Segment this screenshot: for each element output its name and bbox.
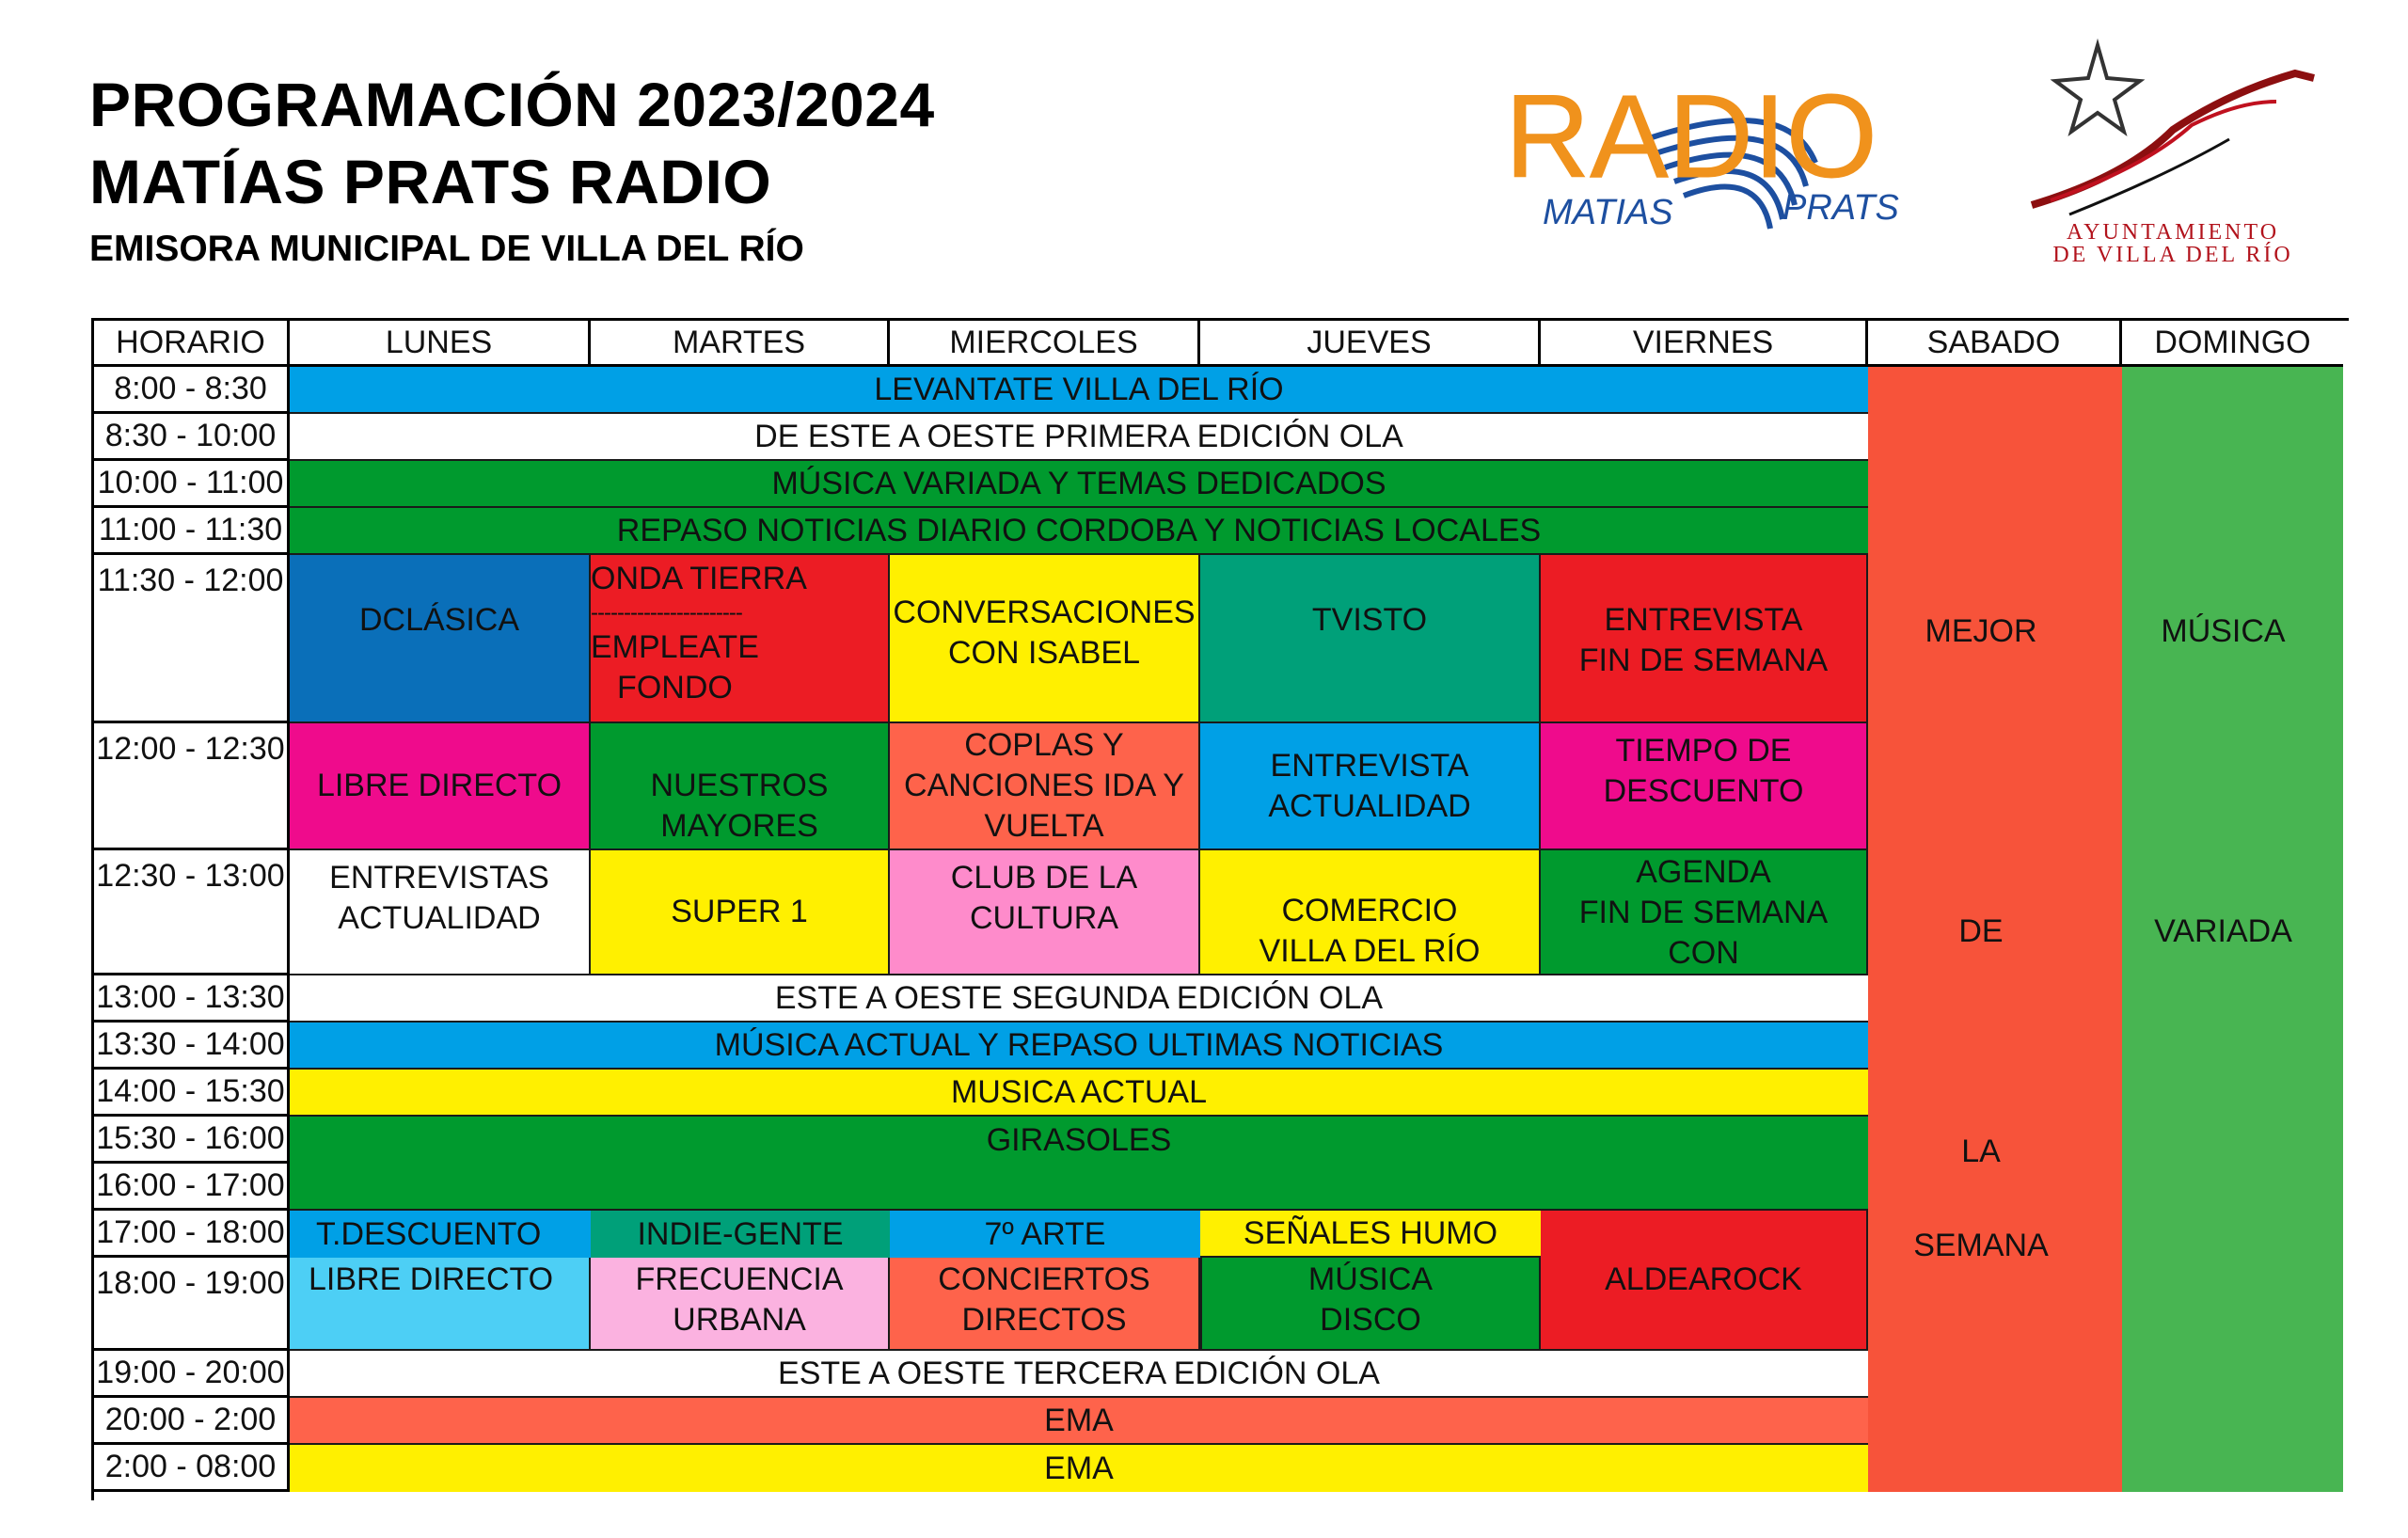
- time-slot: 11:00 - 11:30: [94, 508, 290, 555]
- program-musica-variada: MÚSICA VARIADA Y TEMAS DEDICADOS: [290, 461, 1868, 508]
- sabado-word: SEMANA: [1913, 1228, 2049, 1263]
- schedule-table: [91, 318, 2349, 1500]
- header-sabado: SABADO: [1868, 321, 2122, 367]
- time-slot: 14:00 - 15:30: [94, 1070, 290, 1117]
- ayuntamiento-logo-line1: AYUNTAMIENTO: [2066, 220, 2280, 245]
- program-ema-madrugada: EMA: [290, 1445, 1868, 1492]
- page-title: PROGRAMACIÓN 2023/2024: [89, 70, 935, 139]
- program-musica-actual: MUSICA ACTUAL: [290, 1070, 1868, 1117]
- program-libre-directo-tarde: LIBRE DIRECTO: [290, 1258, 591, 1351]
- program-musica-disco: MÚSICA DISCO: [1200, 1258, 1541, 1351]
- header-viernes: VIERNES: [1541, 321, 1868, 367]
- time-slot: 16:00 - 17:00: [94, 1164, 290, 1211]
- time-slot: 2:00 - 08:00: [94, 1445, 290, 1492]
- page-header: [89, 66, 935, 273]
- program-comercio: COMERCIO VILLA DEL RÍO: [1200, 850, 1541, 975]
- program-tiempo-descuento: TIEMPO DE DESCUENTO: [1541, 723, 1868, 850]
- header-domingo: DOMINGO: [2122, 321, 2343, 367]
- program-girasoles: GIRASOLES: [290, 1117, 1868, 1211]
- program-senales-humo: SEÑALES HUMO: [1200, 1211, 1541, 1258]
- time-slot: 15:30 - 16:00: [94, 1117, 290, 1164]
- time-slot: 19:00 - 20:00: [94, 1351, 290, 1398]
- radio-logo-name-right: PRATS: [1782, 188, 1899, 228]
- radio-logo: [1505, 73, 1975, 252]
- header-horario: HORARIO: [94, 321, 290, 367]
- time-slot: 13:00 - 13:30: [94, 975, 290, 1023]
- program-tvisto: TVISTO: [1200, 555, 1541, 723]
- header-martes: MARTES: [591, 321, 890, 367]
- time-slot: 13:30 - 14:00: [94, 1023, 290, 1070]
- time-slot: 8:30 - 10:00: [94, 414, 290, 461]
- program-t-descuento: T.DESCUENTO: [290, 1211, 591, 1258]
- time-slot: 17:00 - 18:00: [94, 1211, 290, 1258]
- program-aldearock: ALDEAROCK: [1541, 1211, 1868, 1351]
- sabado-word: LA: [1961, 1134, 2001, 1169]
- program-nuestros-mayores: NUESTROS MAYORES: [591, 723, 890, 850]
- domingo-word: MÚSICA: [2161, 613, 2286, 649]
- program-coplas: COPLAS Y CANCIONES IDA Y VUELTA: [890, 723, 1200, 850]
- program-super1: SUPER 1: [591, 850, 890, 975]
- program-levantate: LEVANTATE VILLA DEL RÍO: [290, 367, 1868, 414]
- sabado-word: MEJOR: [1925, 613, 2037, 649]
- ayuntamiento-logo-line2: DE VILLA DEL RÍO: [2052, 243, 2293, 267]
- program-sabado-mejor-semana: [1868, 367, 2122, 1492]
- program-libre-directo: LIBRE DIRECTO: [290, 723, 591, 850]
- program-ema-noche: EMA: [290, 1398, 1868, 1445]
- program-conversaciones: CONVERSACIONES CON ISABEL: [890, 555, 1200, 723]
- time-slot: 18:00 - 19:00: [94, 1258, 290, 1351]
- program-dclasica: DCLÁSICA: [290, 555, 591, 723]
- program-domingo-musica-variada: [2122, 367, 2343, 1492]
- program-frecuencia-urbana: FRECUENCIA URBANA: [591, 1258, 890, 1351]
- header-miercoles: MIERCOLES: [890, 321, 1200, 367]
- sabado-word: DE: [1958, 913, 2004, 949]
- program-tercera-ola: ESTE A OESTE TERCERA EDICIÓN OLA: [290, 1351, 1868, 1398]
- divider: -----------------------: [591, 600, 742, 626]
- time-slot: 10:00 - 11:00: [94, 461, 290, 508]
- program-empleate-fondo: EMPLEATE FONDO: [591, 629, 759, 706]
- star-icon: [2055, 45, 2140, 132]
- time-slot: 11:30 - 12:00: [94, 555, 290, 723]
- program-entrevista-finde: ENTREVISTA FIN DE SEMANA: [1541, 555, 1868, 723]
- program-repaso-noticias: REPASO NOTICIAS DIARIO CORDOBA Y NOTICIAS LOCALES: [290, 508, 1868, 555]
- station-name: MATÍAS PRATS RADIO: [89, 147, 772, 216]
- program-agenda: AGENDA FIN DE SEMANA CON: [1541, 850, 1868, 975]
- program-septimo-arte: 7º ARTE: [890, 1211, 1200, 1258]
- program-onda-tierra: [591, 555, 890, 723]
- program-entrevistas-actualidad: ENTREVISTAS ACTUALIDAD: [290, 850, 591, 975]
- time-slot: 20:00 - 2:00: [94, 1398, 290, 1445]
- program-segunda-ola: ESTE A OESTE SEGUNDA EDICIÓN OLA: [290, 975, 1868, 1023]
- time-slot: 12:30 - 13:00: [94, 850, 290, 975]
- page-subtitle: EMISORA MUNICIPAL DE VILLA DEL RÍO: [89, 229, 804, 269]
- header-lunes: LUNES: [290, 321, 591, 367]
- radio-logo-name-left: MATIAS: [1543, 193, 1673, 232]
- program-musica-actual-repaso: MÚSICA ACTUAL Y REPASO ULTIMAS NOTICIAS: [290, 1023, 1868, 1070]
- domingo-word: VARIADA: [2154, 913, 2292, 949]
- time-slot: 12:00 - 12:30: [94, 723, 290, 850]
- time-slot: 8:00 - 8:30: [94, 367, 290, 414]
- program-conciertos: CONCIERTOS DIRECTOS: [890, 1258, 1200, 1351]
- program-club-cultura: CLUB DE LA CULTURA: [890, 850, 1200, 975]
- program-indie-gente: INDIE-GENTE: [591, 1211, 890, 1258]
- ayuntamiento-logo: [2013, 36, 2333, 271]
- header-jueves: JUEVES: [1200, 321, 1541, 367]
- program-onda-tierra-label: ONDA TIERRA: [591, 561, 807, 596]
- radio-logo-word: RADIO: [1505, 71, 1877, 202]
- program-primera-ola: DE ESTE A OESTE PRIMERA EDICIÓN OLA: [290, 414, 1868, 461]
- program-entrevista-actualidad: ENTREVISTA ACTUALIDAD: [1200, 723, 1541, 850]
